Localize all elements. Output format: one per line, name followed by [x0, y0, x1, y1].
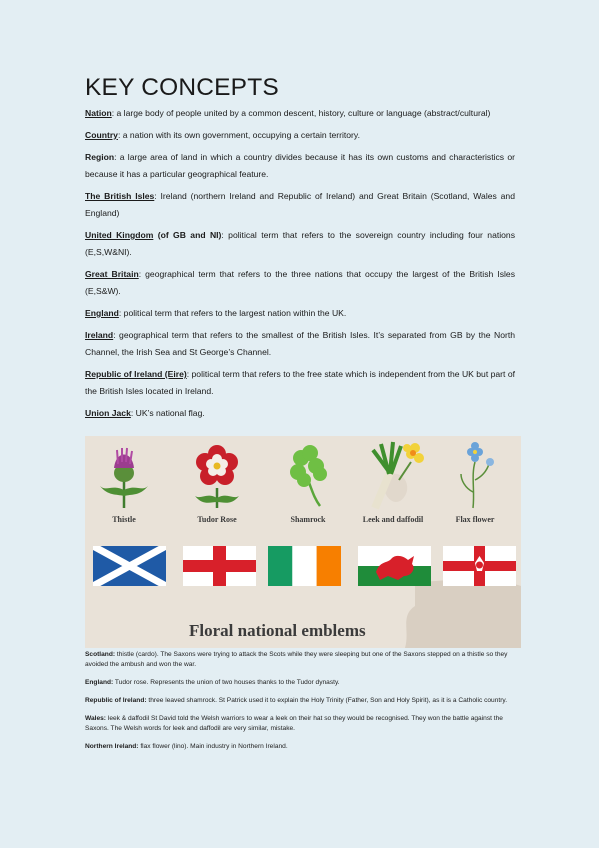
definition-term: Country: [85, 130, 118, 140]
note-text: Tudor rose. Represents the union of two houses thanks to the Tudor dynasty.: [113, 679, 340, 686]
northern-ireland-flag: [443, 546, 516, 586]
emblem-label: Leek and daffodil: [362, 515, 424, 524]
definition-republic-of-ireland: [85, 366, 515, 400]
definition-united-kingdom: [85, 227, 515, 261]
definition-term-suffix: (of GB and NI): [153, 230, 222, 240]
floral-emblems-image: [85, 436, 521, 648]
note-northern-ireland: [85, 742, 515, 752]
definition-term: Republic of Ireland (Eire): [85, 369, 187, 379]
definition-text: : a nation with its own government, occupying a certain territory.: [117, 130, 360, 140]
emblem-label: Tudor Rose: [197, 515, 237, 524]
note-label: Republic of Ireland:: [85, 697, 147, 704]
definition-text: : geographical term that refers to the three nations that occupy the largest of the British Isles (E,S&W).: [85, 269, 515, 296]
note-label: Wales:: [85, 715, 107, 722]
ireland-flag: [268, 546, 341, 586]
note-scotland: [85, 650, 515, 670]
thistle-icon: [85, 440, 164, 510]
definition-nation: [85, 105, 515, 122]
definition-text: : political term that refers to the sovereign country including four nations (E,S,W&NI).: [85, 230, 515, 257]
note-text: three leaved shamrock. St Patrick used it to explain the Holy Trinity (Father, Son and Holy Spirit), as it is a Catholic country.: [146, 697, 508, 704]
definition-british-isles: [85, 188, 515, 222]
definition-text: : a large area of land in which a country divides because it has its own customs and characteristics or because it has a particular geographical feature.: [85, 152, 515, 179]
definitions-list: [85, 105, 515, 427]
definition-text: : political term that refers to the free state which is independent from the UK but part of the British Isles located in Ireland.: [85, 369, 515, 396]
note-republic-of-ireland: [85, 696, 515, 706]
definition-term: Region: [85, 152, 115, 162]
note-label: Northern Ireland:: [85, 743, 139, 750]
wales-flag: [358, 546, 431, 586]
emblems-banner: Floral national emblems: [189, 621, 366, 640]
emblem-leek-daffodil: [353, 440, 433, 558]
emblem-label: Shamrock: [290, 515, 326, 524]
england-flag: [183, 546, 256, 586]
definition-text: : Ireland (northern Ireland and Republic of Ireland) and Great Britain (Scotland, Wales and England): [85, 191, 515, 218]
definition-region: [85, 149, 515, 183]
definition-england: [85, 305, 515, 322]
emblem-shamrock: [268, 440, 348, 558]
definition-term: The British Isles: [85, 191, 155, 201]
shamrock-icon: [268, 440, 348, 510]
notes-list: [85, 650, 515, 760]
definition-text: : political term that refers to the largest nation within the UK.: [118, 308, 347, 318]
scotland-flag: [93, 546, 166, 586]
definition-text: : a large body of people united by a common descent, history, culture or language (abstract/cultural): [111, 108, 491, 118]
definition-term: Ireland: [85, 330, 114, 340]
emblem-tudor-rose: [177, 440, 257, 558]
note-text: flax flower (lino). Main industry in Northern Ireland.: [138, 743, 288, 750]
definition-text: : geographical term that refers to the smallest of the British Isles. It’s separated from GB by the North Channel, the Irish Sea and St George’s Channel.: [85, 330, 515, 357]
note-label: Scotland:: [85, 651, 116, 658]
note-text: thistle (cardo). The Saxons were trying to attack the Scots while they were sleeping but one of the Saxons stepped on a thistle so they avoided the ambush and won the war.: [85, 651, 508, 668]
definition-country: [85, 127, 515, 144]
definition-great-britain: [85, 266, 515, 300]
note-wales: [85, 714, 515, 734]
emblem-flax-flower: [435, 440, 515, 558]
definition-union-jack: [85, 405, 515, 422]
definition-ireland: [85, 327, 515, 361]
definition-term: Great Britain: [85, 269, 139, 279]
note-text: leek & daffodil St David told the Welsh warriors to wear a leek on their hat so they would be recognised. They won the battle against the Saxons. The Welsh words for leek and daffodil are very similar, mistake.: [85, 715, 503, 732]
definition-term: United Kingdom: [85, 230, 154, 240]
definition-term: Union Jack: [85, 408, 131, 418]
emblem-label: Flax flower: [455, 515, 495, 524]
definition-term: England: [85, 308, 119, 318]
emblem-label: Thistle: [112, 515, 136, 524]
definition-text: : UK’s national flag.: [130, 408, 205, 418]
note-label: England:: [85, 679, 114, 686]
emblem-thistle: [85, 440, 164, 558]
flax-flower-icon: [435, 440, 515, 510]
leek-daffodil-icon: [353, 440, 433, 510]
definition-term: Nation: [85, 108, 112, 118]
note-england: [85, 678, 515, 688]
page-title: KEY CONCEPTS: [85, 74, 279, 101]
tudor-rose-icon: [177, 440, 257, 510]
